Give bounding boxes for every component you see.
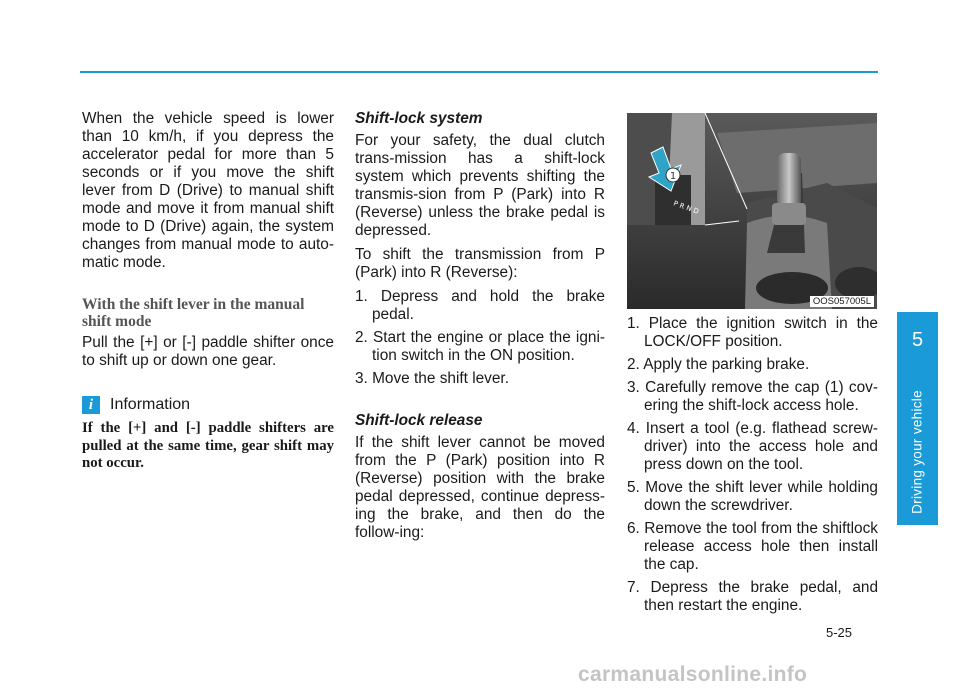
shift-lock-heading: Shift-lock system (355, 110, 483, 127)
information-title: Information (110, 396, 191, 413)
column-left (82, 110, 334, 479)
shift-steps-list (355, 288, 605, 388)
column-middle (355, 110, 605, 548)
information-icon: i (82, 396, 100, 414)
chapter-number: 5 (911, 329, 924, 351)
shift-lock-release-heading: Shift-lock release (355, 412, 483, 429)
list-item: 7. Depress the brake pedal, and then restart the engine. (627, 579, 878, 614)
shift-intro-paragraph: To shift the transmission from P (Park) into R (Reverse): (355, 246, 605, 281)
shift-console-illustration (627, 113, 877, 309)
list-item: 6. Remove the tool from the shiftlock release access hole then install the cap. (627, 520, 878, 573)
list-item: 1. Depress and hold the brake pedal. (355, 288, 605, 323)
manual-mode-paragraph: Pull the [+] or [-] paddle shifter once to shift up or down one gear. (82, 334, 334, 369)
list-item: 1. Place the ignition switch in the LOCK/OFF position. (627, 315, 878, 350)
list-item: 2. Apply the parking brake. (627, 356, 810, 373)
gear-letters: P R N D (672, 199, 700, 216)
list-item: 5. Move the shift lever while holding down the screwdriver. (627, 479, 878, 514)
information-header (82, 396, 334, 414)
callout-number: 1 (669, 171, 677, 182)
column-right (627, 110, 878, 620)
list-item: 2. Start the engine or place the igni-tion switch in the ON position. (355, 329, 605, 364)
release-steps-list (627, 315, 878, 615)
speed-intro-paragraph: When the vehicle speed is lower than 10 km/h, if you depress the accelerator pedal for more than 5 seconds or if you move the shift lever from D (Drive) to manual shift mode and move it from manual shift mode to D (Drive) again, the system changes from manual mode to auto-matic mode. (82, 110, 334, 271)
information-text: If the [+] and [-] paddle shifters are pulled at the same time, gear shift may not occur. (82, 420, 334, 471)
manual-mode-heading: With the shift lever in the manual shift mode (82, 296, 305, 330)
watermark: carmanualsonline.info (578, 663, 808, 686)
figure-code: OOS057005L (810, 296, 874, 307)
list-item: 3. Carefully remove the cap (1) cov-ering the shift-lock access hole. (627, 379, 878, 414)
shift-lock-paragraph: For your safety, the dual clutch trans-mission has a shift-lock system which prevents shifting the transmis-sion from P (Park) into R (Reverse) unless the brake pedal is depressed. (355, 132, 605, 239)
chapter-tab (897, 312, 938, 525)
chapter-title: Driving your vehicle (909, 390, 925, 514)
shift-lock-figure (627, 113, 877, 309)
list-item: 3. Move the shift lever. (355, 370, 509, 387)
top-rule (80, 71, 878, 73)
page-number: 5-25 (826, 625, 853, 640)
shift-lock-release-paragraph: If the shift lever cannot be moved from the P (Park) position into R (Reverse) position with the brake pedal depressed, continue depress-ing the brake, and then do the follow-ing: (355, 434, 605, 541)
list-item: 4. Insert a tool (e.g. flathead screw-driver) into the access hole and press down on the tool. (627, 420, 878, 473)
